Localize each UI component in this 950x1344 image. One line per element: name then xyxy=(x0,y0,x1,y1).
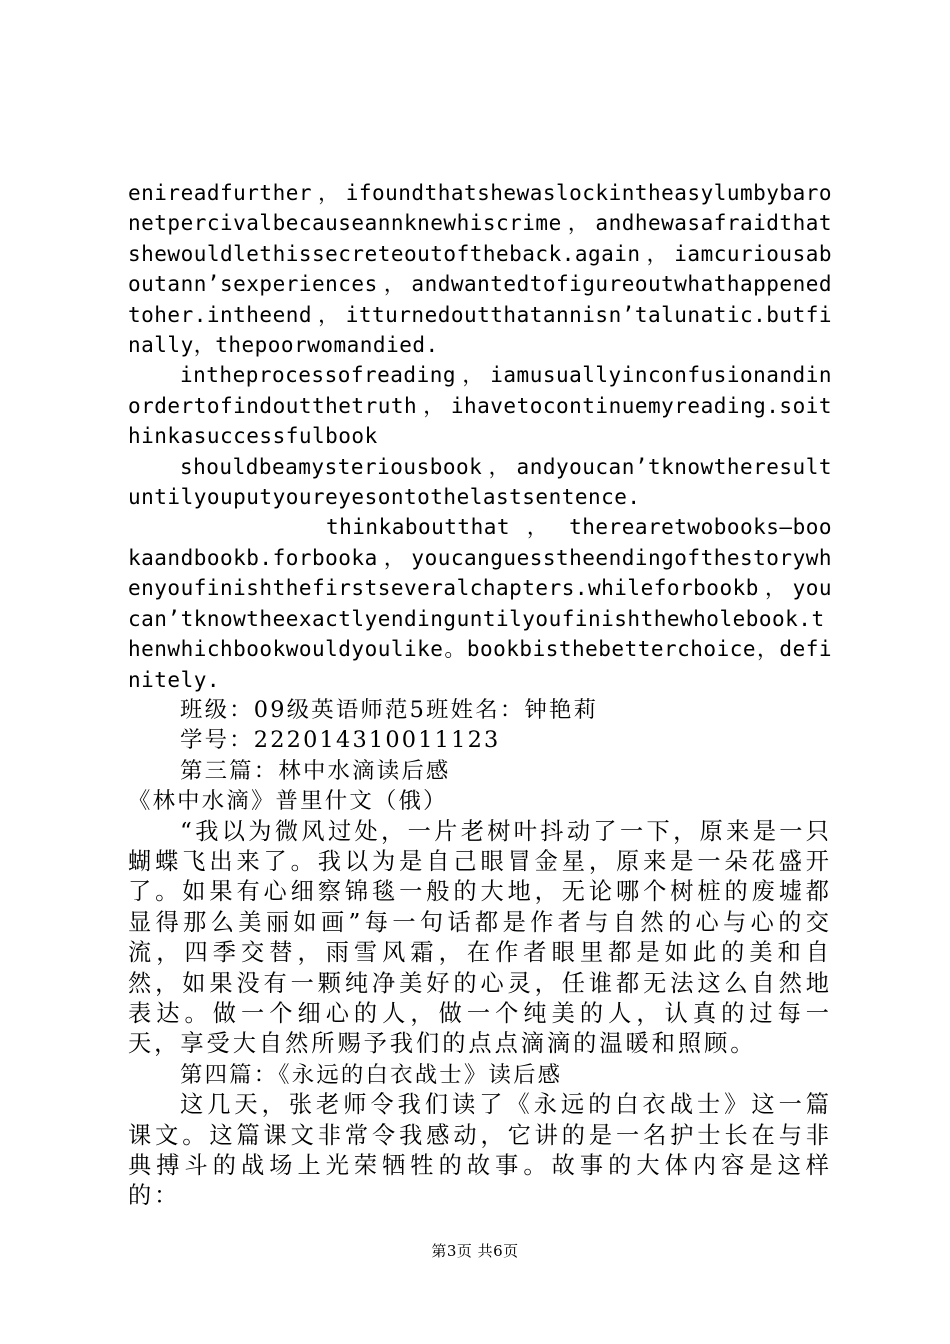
section3-subtitle: 《林中水滴》普里什文（俄） xyxy=(128,788,448,815)
paragraph-en-3: shouldbeamysteriousbook，andyoucan’tknowtheresultuntilyouputyoureyesontothelastsentence. xyxy=(128,454,832,510)
paragraph-en-4: thinkaboutthat ， therearetwobooks—bookaandbookb.forbooka，youcanguesstheendingofthestorywhenyoufinishthefirstseveralchapters.whileforbookb，youcan’tknowtheexactlyendinguntilyoufinishthewholebook.thenwhichbookwouldyoulike。bookbisthebetterchoice，definitely. xyxy=(128,515,832,692)
page-footer: 第3页 共6页 xyxy=(431,1242,519,1260)
document-body xyxy=(128,178,832,1212)
section3-title: 第三篇：林中水滴读后感 xyxy=(180,757,451,784)
paragraph-en-2: intheprocessofreading，iamusuallyinconfusionandinordertofindoutthetruth，ihavetocontinuemyreading.soithinkasuccessfulbook xyxy=(128,363,832,449)
student-id-line: 学号：222014310011123 xyxy=(180,727,501,754)
section4-body: 这几天，张老师令我们读了《永远的白衣战士》这一篇课文。这篇课文非常令我感动，它讲的是一名护士长在与非典搏斗的战场上光荣牺牲的故事。故事的大体内容是这样的： xyxy=(128,1091,832,1210)
section4-title: 第四篇：《永远的白衣战士》读后感 xyxy=(180,1061,563,1088)
class-name-line: 班级：09级英语师范5班姓名：钟艳莉 xyxy=(180,696,599,723)
paragraph-en-1: enireadfurther，ifoundthatshewaslockintheasylumbybaronetpercivalbecauseannknewhiscrime，andhewasafraidthatshewouldlethissecreteoutoftheback.again，iamcuriousaboutann’sexperiences，andwantedtofigureoutwhathappenedtoher.intheend，itturnedoutthatannisn’talunatic.butfinally，thepoorwomandied. xyxy=(128,181,832,358)
section3-body: “我以为微风过处，一片老树叶抖动了一下，原来是一只蝴蝶飞出来了。我以为是自己眼冒金星，原来是一朵花盛开了。如果有心细察锦毯一般的大地，无论哪个树桩的废墟都显得那么美丽如画”每一句话都是作者与自然的心与心的交流，四季交替，雨雪风霜，在作者眼里都是如此的美和自然，如果没有一颗纯净美好的心灵，任谁都无法这么自然地表达。做一个细心的人，做一个纯美的人，认真的过每一天，享受大自然所赐予我们的点点滴滴的温暖和照顾。 xyxy=(128,817,832,1058)
